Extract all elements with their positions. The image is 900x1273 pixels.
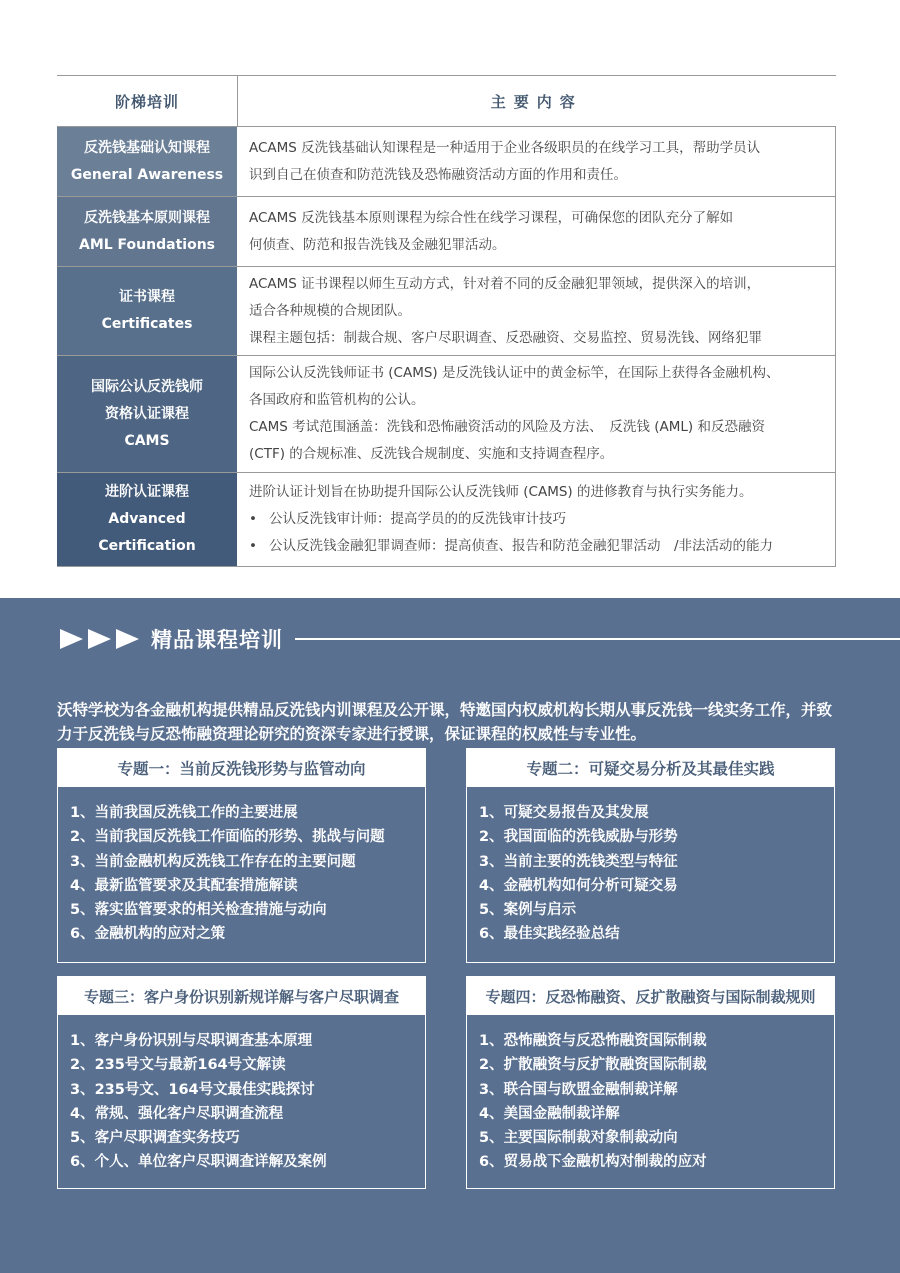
topic-list: [467, 787, 834, 947]
list-item: 4、最新监管要求及其配套措施解读: [70, 877, 298, 894]
topic-list: [467, 1015, 834, 1175]
table-row: [57, 267, 836, 356]
desc-line: ACAMS 反洗钱基础认知课程是一种适用于企业各级职员的在线学习工具，帮助学员认: [249, 139, 761, 156]
course-name-line: Certificates: [101, 316, 193, 332]
course-desc-cell: [238, 127, 836, 197]
list-item: 3、当前主要的洗钱类型与特征: [479, 853, 678, 870]
list-item: 3、235号文、164号文最佳实践探讨: [70, 1081, 315, 1098]
list-item: 5、主要国际制裁对象制裁动向: [479, 1130, 678, 1147]
course-name-line: 国际公认反洗钱师: [91, 378, 203, 395]
topic-card-4: [466, 976, 835, 1189]
list-item: 2、我国面临的洗钱威胁与形势: [479, 829, 678, 846]
course-name-line: 资格认证课程: [105, 405, 189, 422]
arrow-right-icon: [60, 629, 83, 649]
premium-section-header: [60, 622, 900, 656]
arrow-right-icon: [88, 629, 111, 649]
bullet-dot-icon: •: [249, 538, 257, 554]
list-item: 2、扩散融资与反扩散融资国际制裁: [479, 1057, 707, 1074]
course-name-cell: [57, 267, 238, 356]
course-name-line: General Awareness: [70, 166, 224, 183]
topic-title: 专题二：可疑交易分析及其最佳实践: [467, 749, 834, 787]
list-item: 5、客户尽职调查实务技巧: [70, 1130, 240, 1147]
premium-intro-text: 沃特学校为各金融机构提供精品反洗钱内训课程及公开课，特邀国内权威机构长期从事反洗钱一线实务工作，并致力于反洗钱与反恐怖融资理论研究的资深专家进行授课，保证课程的权威性与专业性。: [57, 700, 833, 743]
list-item: 4、金融机构如何分析可疑交易: [479, 877, 678, 894]
bullet-item: [249, 533, 827, 560]
premium-section-title: 精品课程培训: [151, 628, 283, 652]
desc-line: 何侦查、防范和报告洗钱及金融犯罪活动。: [249, 236, 506, 253]
course-name-cell: [57, 127, 238, 197]
arrow-right-icon: [116, 629, 139, 649]
course-name-line: AML Foundations: [79, 236, 215, 253]
list-item: 6、个人、单位客户尽职调查详解及案例: [70, 1154, 327, 1171]
bullet-item: [249, 506, 827, 533]
course-name-cell: [57, 356, 238, 473]
list-item: 6、最佳实践经验总结: [479, 926, 620, 943]
list-item: 3、当前金融机构反洗钱工作存在的主要问题: [70, 853, 356, 870]
desc-line: (CTF) 的合规标准、反洗钱合规制度、实施和支持调查程序。: [249, 446, 614, 462]
list-item: 5、案例与启示: [479, 902, 577, 919]
desc-line: 各国政府和监管机构的公认。: [249, 392, 425, 408]
course-name-line: Certification: [98, 538, 196, 554]
table-row: [57, 127, 836, 197]
desc-line: 国际公认反洗钱师证书 (CAMS) 是反洗钱认证中的黄金标竿，在国际上获得各金融机构、: [249, 365, 780, 381]
list-item: 2、当前我国反洗钱工作面临的形势、挑战与问题: [70, 829, 385, 846]
course-name-line: 证书课程: [119, 289, 175, 305]
triple-arrow-icon: [60, 629, 139, 649]
ladder-training-table: [57, 75, 836, 567]
list-item: 6、贸易战下金融机构对制裁的应对: [479, 1154, 707, 1171]
topic-title: 专题一：当前反洗钱形势与监管动向: [58, 749, 425, 787]
list-item: 1、可疑交易报告及其发展: [479, 805, 649, 821]
course-name-cell: [57, 473, 238, 567]
list-item: 1、客户身份识别与尽职调查基本原理: [70, 1033, 313, 1049]
header-main-content: 主要内容: [238, 76, 836, 127]
desc-line: 适合各种规模的合规团队。: [249, 302, 411, 319]
course-desc-cell: [238, 473, 836, 567]
course-desc-cell: [238, 267, 836, 356]
desc-line: ACAMS 反洗钱基本原则课程为综合性在线学习课程，可确保您的团队充分了解如: [249, 209, 734, 226]
list-item: 2、235号文与最新164号文解读: [70, 1057, 286, 1074]
table-row: [57, 356, 836, 473]
header-ladder-training: 阶梯培训: [57, 76, 238, 127]
topic-list: [58, 787, 425, 947]
topic-list: [58, 1015, 425, 1175]
list-item: 1、当前我国反洗钱工作的主要进展: [70, 805, 298, 821]
list-item: 4、常规、强化客户尽职调查流程: [70, 1105, 284, 1122]
topic-title: 专题三：客户身份识别新规详解与客户尽职调查: [58, 977, 425, 1015]
desc-line: CAMS 考试范围涵盖：洗钱和恐怖融资活动的风险及方法、 反洗钱 (AML) 和反恐融资: [249, 419, 765, 435]
bullet-dot-icon: •: [249, 511, 257, 527]
course-name-line: 反洗钱基本原则课程: [84, 209, 210, 226]
topic-card-2: [466, 748, 835, 963]
course-desc-cell: [238, 197, 836, 267]
course-name-line: 反洗钱基础认知课程: [84, 139, 210, 156]
desc-line: 课程主题包括：制裁合规、客户尽职调查、反恐融资、交易监控、贸易洗钱、网络犯罪: [249, 329, 762, 346]
list-item: 1、恐怖融资与反恐怖融资国际制裁: [479, 1033, 707, 1049]
bullet-text: 公认反洗钱金融犯罪调查师：提高侦查、报告和防范金融犯罪活动 /非法活动的能力: [269, 538, 774, 554]
title-divider: [295, 638, 900, 640]
table-row: [57, 197, 836, 267]
course-name-line: CAMS: [124, 432, 170, 449]
course-desc-cell: [238, 356, 836, 473]
desc-line: ACAMS 证书课程以师生互动方式，针对着不同的反金融犯罪领域，提供深入的培训，: [249, 275, 761, 292]
topic-card-1: [57, 748, 426, 963]
table-row: [57, 473, 836, 567]
table-header-row: [57, 76, 836, 127]
desc-line: 进阶认证计划旨在协助提升国际公认反洗钱师 (CAMS) 的进修教育与执行实务能力。: [249, 484, 753, 500]
premium-course-section: [0, 598, 900, 1273]
course-name-cell: [57, 197, 238, 267]
course-name-line: 进阶认证课程: [105, 484, 189, 500]
list-item: 4、美国金融制裁详解: [479, 1105, 620, 1122]
desc-line: 识到自己在侦查和防范洗钱及恐怖融资活动方面的作用和责任。: [249, 166, 627, 183]
list-item: 3、联合国与欧盟金融制裁详解: [479, 1081, 678, 1098]
course-name-line: Advanced: [108, 511, 186, 527]
topic-title: 专题四：反恐怖融资、反扩散融资与国际制裁规则: [467, 977, 834, 1015]
list-item: 6、金融机构的应对之策: [70, 926, 226, 943]
bullet-text: 公认反洗钱审计师：提高学员的的反洗钱审计技巧: [269, 511, 566, 527]
topic-card-3: [57, 976, 426, 1189]
list-item: 5、落实监管要求的相关检查措施与动向: [70, 902, 327, 919]
